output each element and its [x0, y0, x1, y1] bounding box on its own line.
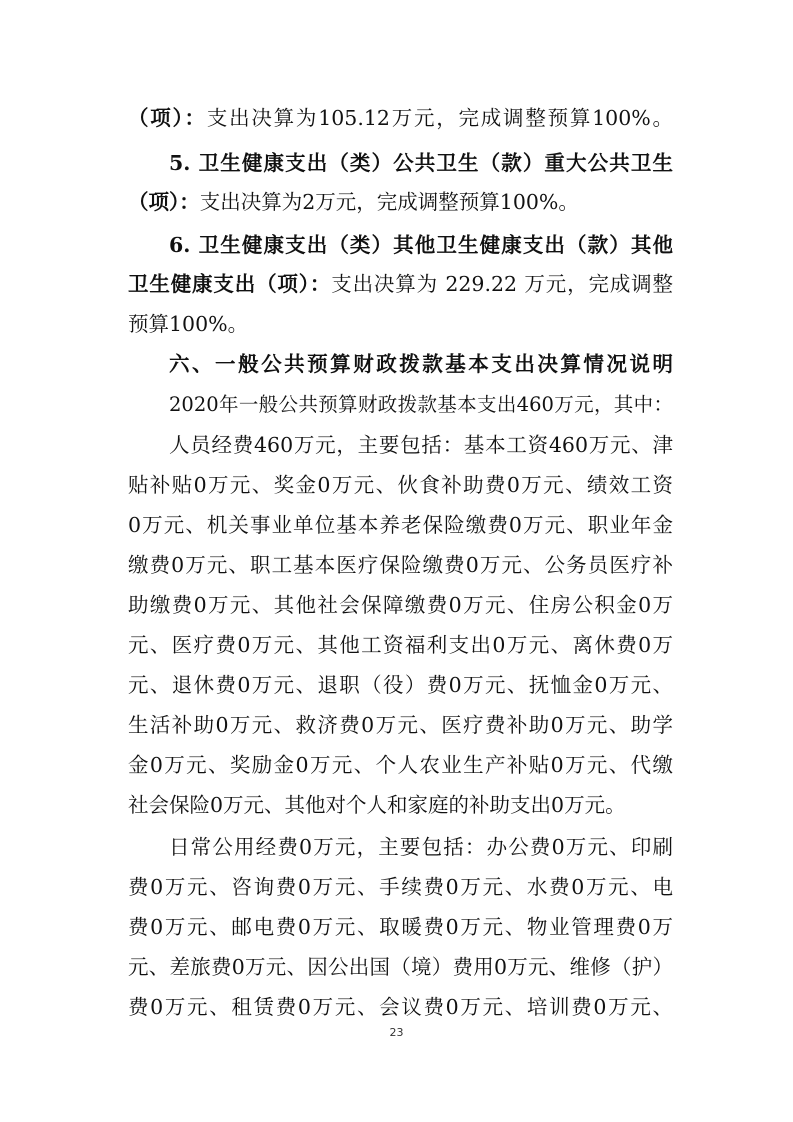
paragraph-line-15: [128, 665, 673, 705]
body-text: 费0万元、咨询费0万元、手续费0万元、水费0万元、电: [128, 875, 673, 899]
body-text: 金0万元、奖励金0万元、个人农业生产补贴0万元、代缴: [128, 753, 673, 777]
paragraph-line-5: [128, 264, 673, 304]
body-text: 元、医疗费0万元、其他工资福利支出0万元、离休费0万: [128, 633, 673, 657]
paragraph-line-1: [128, 98, 673, 138]
paragraph-line-6: [128, 304, 673, 344]
body-text: 支出决算为 229.22 万元，完成调整: [331, 272, 673, 296]
body-text: 元、退休费0万元、退职（役）费0万元、抚恤金0万元、: [128, 673, 673, 697]
body-text: 支出决算为105.12万元，完成调整预算100%。: [206, 106, 673, 130]
paragraph-line-10: [128, 465, 673, 505]
body-text: 预算100%。: [128, 312, 249, 336]
bold-heading-text: （项）：: [128, 106, 207, 130]
paragraph-line-23: [128, 987, 673, 1027]
paragraph-line-9: [169, 425, 673, 465]
bold-heading-text: 6. 卫生健康支出（类）其他卫生健康支出（款）其他: [169, 233, 673, 257]
bold-heading-text: 六、一般公共预算财政拨款基本支出决算情况说明: [169, 352, 673, 376]
paragraph-line-8: [169, 385, 673, 425]
paragraph-line-17: [128, 745, 673, 785]
body-text: 费0万元、租赁费0万元、会议费0万元、培训费0万元、: [128, 995, 673, 1019]
paragraph-line-18: [128, 785, 673, 825]
body-text: 助缴费0万元、其他社会保障缴费0万元、住房公积金0万: [128, 593, 673, 617]
paragraph-line-19: [169, 827, 673, 867]
body-text: 0万元、机关事业单位基本养老保险缴费0万元、职业年金: [128, 513, 673, 537]
bold-heading-text: （项）：: [128, 190, 200, 214]
bold-heading-text: 5. 卫生健康支出（类）公共卫生（款）重大公共卫生: [169, 151, 673, 175]
page-number: 23: [389, 1026, 404, 1039]
body-text: 支出决算为2万元，完成调整预算100%。: [199, 190, 579, 214]
paragraph-line-13: [128, 585, 673, 625]
paragraph-line-3: [128, 182, 673, 222]
paragraph-line-11: [128, 505, 673, 545]
paragraph-line-16: [128, 705, 673, 745]
body-text: 贴补贴0万元、奖金0万元、伙食补助费0万元、绩效工资: [128, 473, 673, 497]
paragraph-line-14: [128, 625, 673, 665]
section-heading-six: [169, 344, 673, 384]
body-text: 社会保险0万元、其他对个人和家庭的补助支出0万元。: [128, 793, 626, 817]
paragraph-line-22: [128, 947, 673, 987]
body-text: 日常公用经费0万元，主要包括：办公费0万元、印刷: [169, 835, 673, 859]
paragraph-line-21: [128, 907, 673, 947]
body-text: 缴费0万元、职工基本医疗保险缴费0万元、公务员医疗补: [128, 553, 673, 577]
body-text: 元、差旅费0万元、因公出国（境）费用0万元、维修（护）: [128, 955, 673, 979]
body-text: 费0万元、邮电费0万元、取暖费0万元、物业管理费0万: [128, 915, 673, 939]
section-heading-5: [169, 143, 673, 183]
section-heading-6: [169, 225, 673, 265]
paragraph-line-12: [128, 545, 673, 585]
body-text: 人员经费460万元，主要包括：基本工资460万元、津: [169, 433, 673, 457]
body-text: 2020年一般公共预算财政拨款基本支出460万元，其中：: [169, 393, 673, 416]
paragraph-line-20: [128, 867, 673, 907]
body-text: 生活补助0万元、救济费0万元、医疗费补助0万元、助学: [128, 713, 673, 737]
bold-heading-text: 卫生健康支出（项）：: [128, 272, 332, 296]
